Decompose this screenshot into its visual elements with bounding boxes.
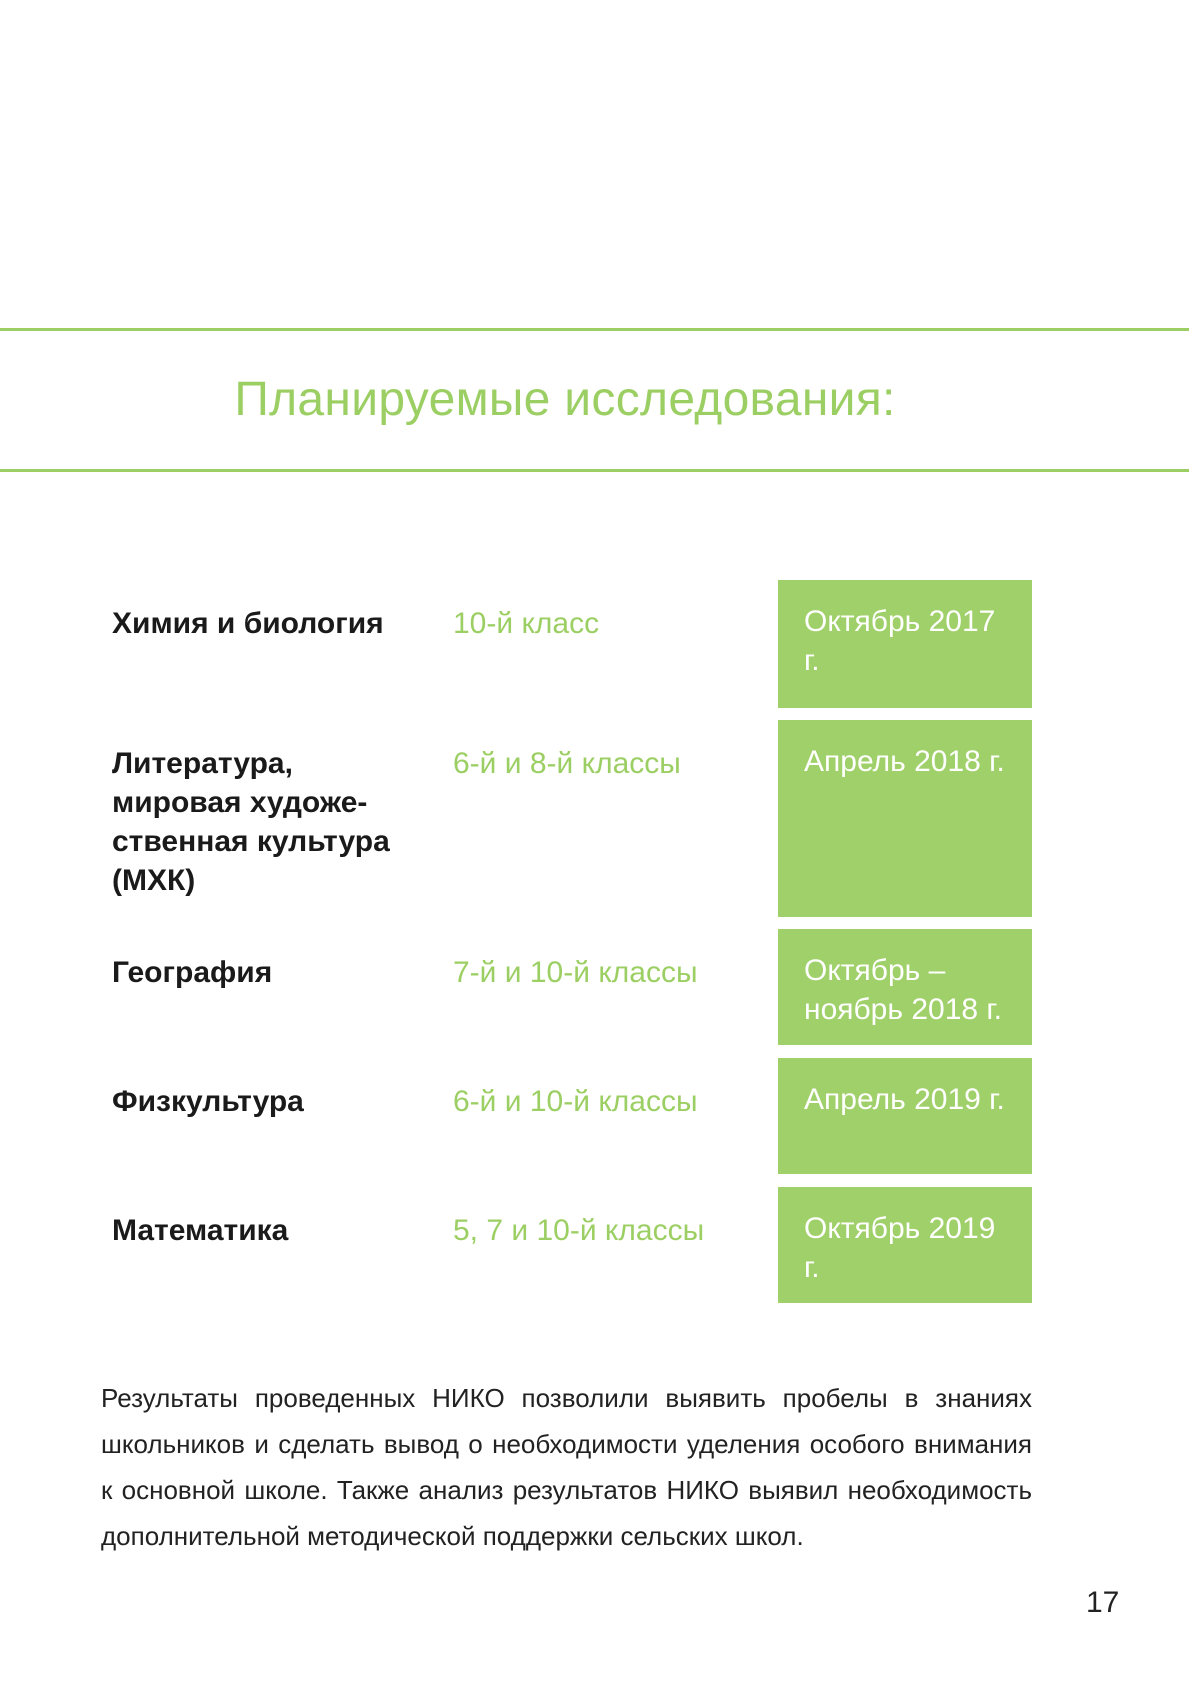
study-subject: Химия и биология	[112, 607, 384, 640]
top-divider	[0, 328, 1189, 331]
study-subject: Физкультура	[112, 1085, 304, 1118]
page-number: 17	[1086, 1586, 1120, 1619]
study-date: Октябрь 2019 г.	[778, 1187, 1032, 1303]
study-grade: 6-й и 8-й классы	[453, 747, 681, 780]
study-date: Октябрь 2017 г.	[778, 580, 1032, 708]
study-date: Апрель 2019 г.	[778, 1058, 1032, 1174]
bottom-divider	[0, 469, 1189, 472]
summary-paragraph: Результаты проведенных НИКО позволили выявить пробелы в знаниях школьников и сделать вывод о необходимости уделения особого внимания к основной школе. Также анализ результатов НИКО выявил необходимость дополнительной методической поддержки сельских школ.	[101, 1383, 1032, 1551]
study-date: Октябрь – ноябрь 2018 г.	[778, 929, 1032, 1045]
study-grade: 10-й класс	[453, 607, 600, 640]
study-date: Апрель 2018 г.	[778, 720, 1032, 917]
study-subject: География	[112, 956, 273, 989]
study-grade: 5, 7 и 10-й классы	[453, 1214, 705, 1247]
study-subject: Литература, мировая художе-ственная культура (МХК)	[112, 747, 390, 897]
section-heading: Планируемые исследования:	[234, 373, 896, 426]
study-subject: Математика	[112, 1214, 289, 1247]
study-grade: 7-й и 10-й классы	[453, 956, 698, 989]
study-grade: 6-й и 10-й классы	[453, 1085, 698, 1118]
